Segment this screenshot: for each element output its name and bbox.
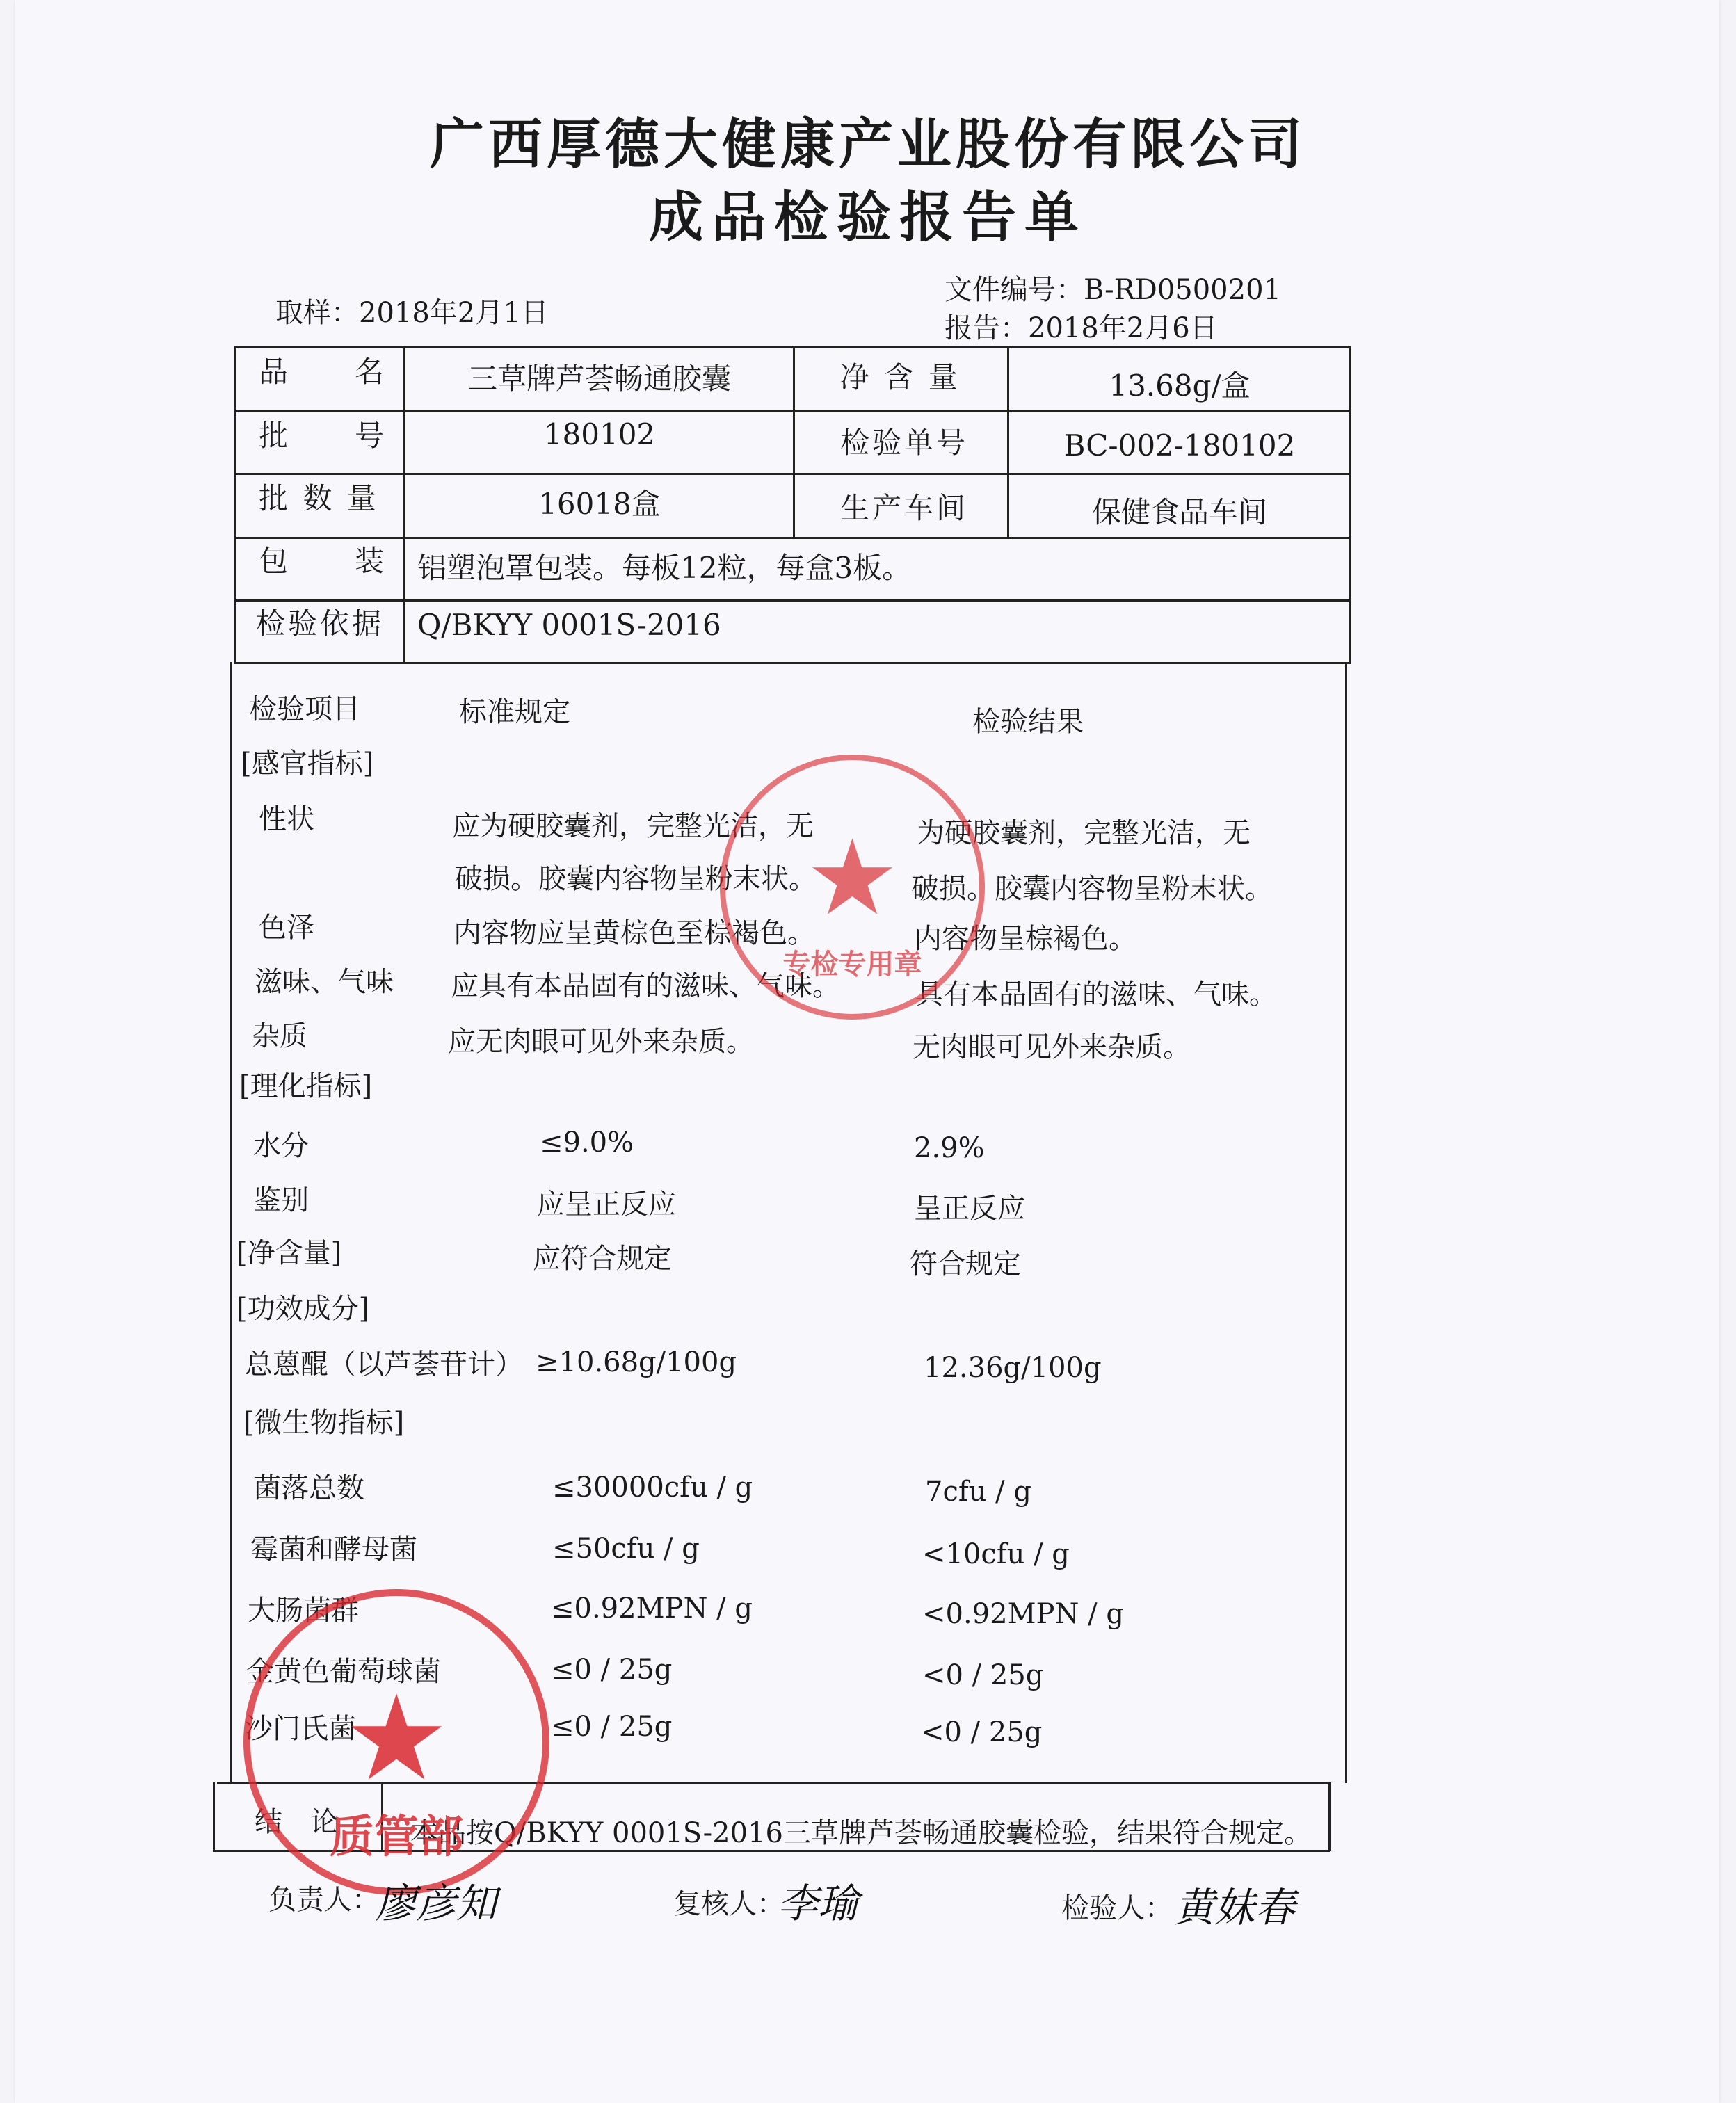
sensory-name: 滋味、气味 xyxy=(255,966,394,998)
inspection-no-label: 检验单号 xyxy=(840,426,969,460)
inspector-signature: 黄妹春 xyxy=(1174,1884,1296,1931)
section-sensory: [感官指标] xyxy=(241,748,374,780)
batch-no-label: 批 号 xyxy=(259,419,387,453)
physchem-standard: 应呈正反应 xyxy=(537,1189,676,1220)
micro-name: 金黄色葡萄球菌 xyxy=(246,1656,441,1688)
report-title: 成品检验报告单 xyxy=(648,186,1087,249)
net-content-label: 净 含 量 xyxy=(840,360,961,394)
sample-date: 取样：2018年2月1日 xyxy=(275,297,549,329)
reviewer-label: 复核人： xyxy=(673,1888,785,1920)
basis-label: 检验依据 xyxy=(256,606,385,640)
micro-result: <0 / 25g xyxy=(921,1716,1043,1748)
micro-name: 大肠菌群 xyxy=(248,1595,359,1627)
document-number: 文件编号：B-RD0500201 xyxy=(945,274,1281,306)
sensory-result: 无肉眼可见外来杂质。 xyxy=(913,1031,1191,1063)
section-functional: [功效成分] xyxy=(236,1293,370,1325)
physchem-result: 2.9% xyxy=(914,1132,985,1164)
company-title: 广西厚德大健康产业股份有限公司 xyxy=(429,113,1306,176)
micro-standard: ≤0 / 25g xyxy=(551,1654,673,1686)
report-date: 报告：2018年2月6日 xyxy=(945,312,1218,344)
micro-result: <10cfu / g xyxy=(922,1538,1070,1570)
conclusion-label: 结 论 xyxy=(255,1806,338,1838)
batch-qty: 16018盒 xyxy=(538,487,661,521)
sensory-name: 色泽 xyxy=(259,912,314,944)
column-result: 检验结果 xyxy=(972,706,1084,738)
conclusion-text: 本品按Q/BKYY 0001S-2016三草牌芦荟畅通胶囊检验，结果符合规定。 xyxy=(410,1817,1312,1849)
sensory-name: 性状 xyxy=(259,803,314,835)
packaging: 铝塑泡罩包装。每板12粒，每盒3板。 xyxy=(417,551,912,585)
sensory-standard: 内容物应呈黄棕色至棕褐色。 xyxy=(453,917,815,949)
responsible-signature: 廖彦知 xyxy=(376,1880,497,1927)
responsible-label: 负责人： xyxy=(268,1884,380,1916)
sensory-standard: 应为硬胶囊剂，完整光洁，无 xyxy=(452,810,814,842)
batch-qty-label: 批 数 量 xyxy=(259,481,379,515)
inspection-no: BC-002-180102 xyxy=(1063,428,1296,462)
seal-text: 专检专用章 xyxy=(782,949,922,981)
net-standard: 应符合规定 xyxy=(533,1243,672,1275)
product-name: 三草牌芦荟畅通胶囊 xyxy=(467,362,731,396)
functional-result: 12.36g/100g xyxy=(924,1352,1102,1384)
sensory-standard: 应具有本品固有的滋味、气味。 xyxy=(451,970,840,1002)
physchem-name: 鉴别 xyxy=(253,1184,309,1216)
seal-star-icon: ★ xyxy=(343,1670,450,1807)
product-name-label: 品 名 xyxy=(259,355,387,389)
packaging-label: 包 装 xyxy=(259,544,387,578)
basis: Q/BKYY 0001S-2016 xyxy=(417,608,721,642)
functional-standard: ≥10.68g/100g xyxy=(536,1346,737,1378)
column-item: 检验项目 xyxy=(249,693,360,725)
sensory-standard: 应无肉眼可见外来杂质。 xyxy=(448,1026,754,1058)
column-standard: 标准规定 xyxy=(459,696,570,728)
micro-name: 霉菌和酵母菌 xyxy=(250,1533,417,1565)
functional-name: 总蒽醌（以芦荟苷计） xyxy=(245,1348,523,1380)
sensory-standard: 破损。胶囊内容物呈粉末状。 xyxy=(455,863,817,895)
reviewer-signature: 李瑜 xyxy=(778,1880,859,1927)
micro-standard: ≤0.92MPN / g xyxy=(551,1593,753,1625)
net-content: 13.68g/盒 xyxy=(1109,369,1251,403)
workshop-label: 生产车间 xyxy=(840,491,969,525)
net-result: 符合规定 xyxy=(910,1248,1021,1280)
sensory-result: 内容物呈棕褐色。 xyxy=(914,923,1136,955)
micro-name: 菌落总数 xyxy=(253,1472,364,1504)
micro-standard: ≤50cfu / g xyxy=(552,1533,700,1565)
micro-standard: ≤0 / 25g xyxy=(551,1711,673,1743)
micro-result: 7cfu / g xyxy=(925,1476,1031,1508)
workshop: 保健食品车间 xyxy=(1091,495,1267,529)
micro-standard: ≤30000cfu / g xyxy=(552,1472,753,1504)
physchem-standard: ≤9.0% xyxy=(540,1127,634,1159)
section-micro: [微生物指标] xyxy=(243,1407,405,1439)
seal-text: 质管部 xyxy=(330,1812,463,1863)
inspector-label: 检验人： xyxy=(1061,1892,1173,1924)
micro-name: 沙门氏菌 xyxy=(245,1713,356,1745)
physchem-result: 呈正反应 xyxy=(914,1193,1025,1225)
micro-result: <0 / 25g xyxy=(922,1659,1044,1691)
seal-star-icon: ★ xyxy=(805,818,899,939)
sensory-name: 杂质 xyxy=(252,1020,307,1052)
sensory-result: 破损。胶囊内容物呈粉末状。 xyxy=(911,873,1273,905)
sensory-result: 为硬胶囊剂，完整光洁，无 xyxy=(917,817,1251,849)
section-net: [净含量] xyxy=(236,1237,342,1269)
micro-result: <0.92MPN / g xyxy=(922,1598,1124,1630)
physchem-name: 水分 xyxy=(253,1130,309,1162)
section-physchem: [理化指标] xyxy=(239,1070,373,1102)
batch-no: 180102 xyxy=(543,417,656,451)
sensory-result: 具有本品固有的滋味、气味。 xyxy=(915,978,1277,1010)
